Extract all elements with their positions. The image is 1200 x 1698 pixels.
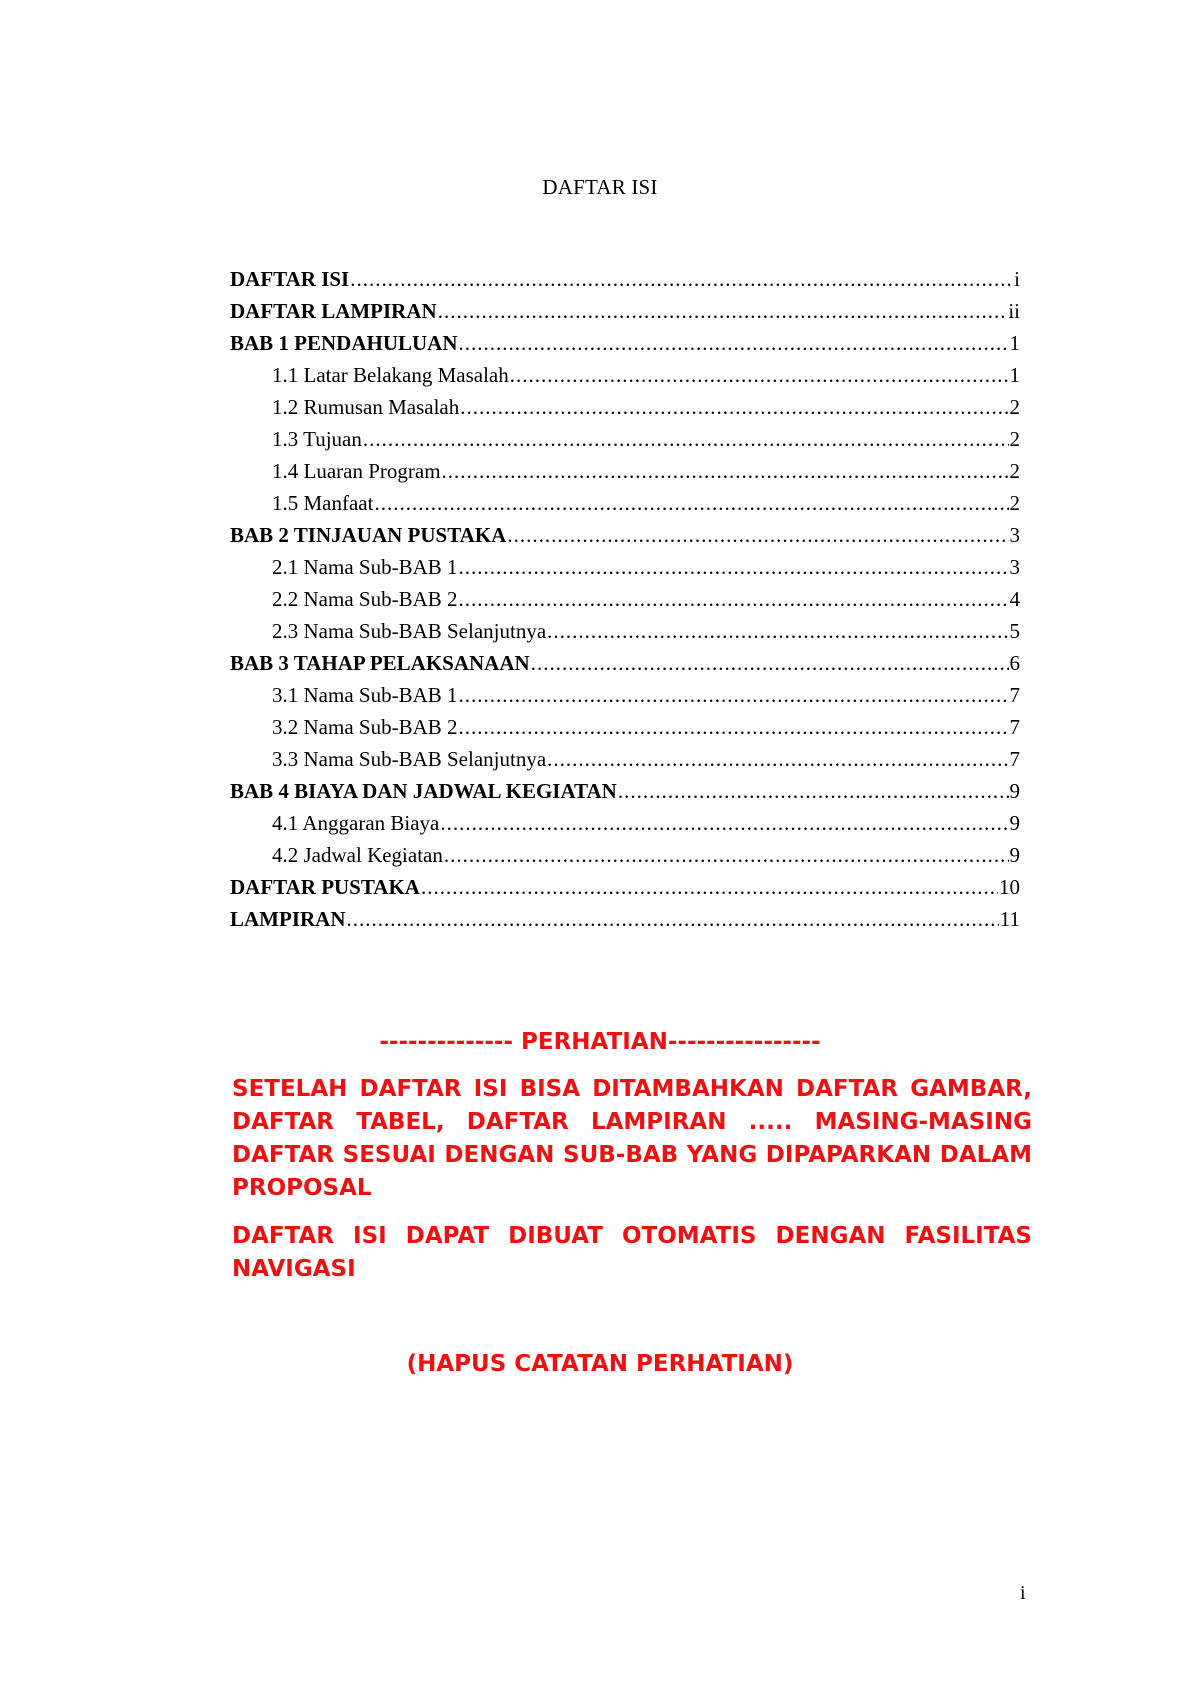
toc-dot-leader — [440, 807, 1008, 839]
toc-entry-page: ii — [1008, 299, 1020, 323]
toc-entry-label: 2.1 Nama Sub-BAB 1 — [272, 555, 458, 579]
toc-entry-label: 2.2 Nama Sub-BAB 2 — [272, 587, 458, 611]
toc-entry[interactable] — [230, 551, 1020, 583]
toc-entry-label: 1.2 Rumusan Masalah — [272, 395, 460, 419]
toc-entry[interactable] — [230, 391, 1020, 423]
toc-entry-label: BAB 1 PENDAHULUAN — [230, 331, 458, 355]
toc-entry-label: DAFTAR LAMPIRAN — [230, 299, 437, 323]
toc-dot-leader — [547, 743, 1008, 775]
toc-dot-leader — [347, 903, 999, 935]
toc-dot-leader — [547, 615, 1008, 647]
toc-entry-page: 7 — [1009, 715, 1020, 739]
notice-heading: -------------- PERHATIAN---------------- — [379, 1029, 821, 1055]
notice-paragraph: SETELAH DAFTAR ISI BISA DITAMBAHKAN DAFTAR GAMBAR, DAFTAR TABEL, DAFTAR LAMPIRAN ..... MASING-MASING DAFTAR SESUAI DENGAN SUB-BAB YANG DIPAPARKAN DALAM PROPOSAL — [232, 1076, 1032, 1201]
page-title: DAFTAR ISI — [542, 175, 658, 199]
toc-entry[interactable] — [230, 743, 1020, 775]
toc-entry-label: LAMPIRAN — [230, 907, 346, 931]
toc-entry-page: 1 — [1009, 363, 1020, 387]
notice-footer: (HAPUS CATATAN PERHATIAN) — [406, 1351, 794, 1377]
toc-dot-leader — [459, 583, 1009, 615]
toc-entry-label: 2.3 Nama Sub-BAB Selanjutnya — [272, 619, 547, 643]
toc-entry-label: DAFTAR PUSTAKA — [230, 875, 420, 899]
toc-dot-leader — [438, 295, 1008, 327]
toc-dot-leader — [459, 679, 1009, 711]
toc-entry-page: 4 — [1009, 587, 1020, 611]
toc-entry-page: 10 — [999, 875, 1020, 899]
toc-entry[interactable] — [230, 711, 1020, 743]
toc-entry[interactable] — [230, 583, 1020, 615]
toc-entry-label: 1.1 Latar Belakang Masalah — [272, 363, 509, 387]
toc-entry-page: 6 — [1009, 651, 1020, 675]
toc-entry-label: 3.2 Nama Sub-BAB 2 — [272, 715, 458, 739]
toc-entry[interactable] — [230, 455, 1020, 487]
toc-dot-leader — [459, 551, 1009, 583]
toc-entry[interactable] — [230, 807, 1020, 839]
toc-entry-label: 4.1 Anggaran Biaya — [272, 811, 440, 835]
toc-entry-page: i — [1014, 267, 1020, 291]
page-number: i — [1020, 1582, 1026, 1604]
toc-entry[interactable] — [230, 423, 1020, 455]
toc-dot-leader — [442, 455, 1009, 487]
toc-entry-label: BAB 4 BIAYA DAN JADWAL KEGIATAN — [230, 779, 617, 803]
toc-dot-leader — [618, 775, 1009, 807]
toc-entry-page: 2 — [1009, 459, 1020, 483]
toc-entry-page: 7 — [1009, 683, 1020, 707]
notice-paragraph: DAFTAR ISI DAPAT DIBUAT OTOMATIS DENGAN FASILITAS NAVIGASI — [232, 1223, 1032, 1282]
toc-entry[interactable] — [230, 487, 1020, 519]
toc-entry[interactable] — [230, 359, 1020, 391]
toc-entry-page: 3 — [1009, 523, 1020, 547]
toc-entry-page: 7 — [1009, 747, 1020, 771]
toc-entry-page: 9 — [1009, 779, 1020, 803]
toc-dot-leader — [507, 519, 1008, 551]
toc-entry-label: 1.4 Luaran Program — [272, 459, 441, 483]
toc-dot-leader — [350, 263, 1013, 295]
toc-dot-leader — [460, 391, 1008, 423]
toc-dot-leader — [459, 711, 1009, 743]
toc-dot-leader — [363, 423, 1009, 455]
toc-dot-leader — [374, 487, 1008, 519]
toc-entry-label: 3.1 Nama Sub-BAB 1 — [272, 683, 458, 707]
toc-entry[interactable] — [230, 679, 1020, 711]
toc-entry-label: DAFTAR ISI — [230, 267, 350, 291]
toc-entry[interactable] — [230, 871, 1020, 903]
toc-dot-leader — [510, 359, 1009, 391]
toc-entry[interactable] — [230, 839, 1020, 871]
toc-dot-leader — [444, 839, 1009, 871]
toc-entry[interactable] — [230, 615, 1020, 647]
toc-entry[interactable] — [230, 647, 1020, 679]
toc-entry-label: 3.3 Nama Sub-BAB Selanjutnya — [272, 747, 547, 771]
toc-dot-leader — [459, 327, 1009, 359]
toc-entry-page: 2 — [1009, 427, 1020, 451]
toc-entry-page: 5 — [1009, 619, 1020, 643]
toc-entry-label: BAB 3 TAHAP PELAKSANAAN — [230, 651, 530, 675]
toc-entry[interactable] — [230, 519, 1020, 551]
toc-entry-label: 1.5 Manfaat — [272, 491, 374, 515]
toc-entry-label: 4.2 Jadwal Kegiatan — [272, 843, 443, 867]
toc-entry[interactable] — [230, 903, 1020, 935]
toc-entry-label: 1.3 Tujuan — [272, 427, 362, 451]
toc-entry-page: 11 — [999, 907, 1020, 931]
toc-entry-page: 1 — [1009, 331, 1020, 355]
toc-dot-leader — [421, 871, 998, 903]
toc-entry-page: 9 — [1009, 811, 1020, 835]
toc-entry[interactable] — [230, 295, 1020, 327]
toc-entry-page: 3 — [1009, 555, 1020, 579]
toc-entry[interactable] — [230, 263, 1020, 295]
toc-dot-leader — [531, 647, 1009, 679]
toc-entry-page: 2 — [1009, 395, 1020, 419]
toc-entry-page: 2 — [1009, 491, 1020, 515]
toc-entry[interactable] — [230, 775, 1020, 807]
table-of-contents — [230, 263, 1020, 935]
toc-entry-page: 9 — [1009, 843, 1020, 867]
toc-entry-label: BAB 2 TINJAUAN PUSTAKA — [230, 523, 507, 547]
toc-entry[interactable] — [230, 327, 1020, 359]
